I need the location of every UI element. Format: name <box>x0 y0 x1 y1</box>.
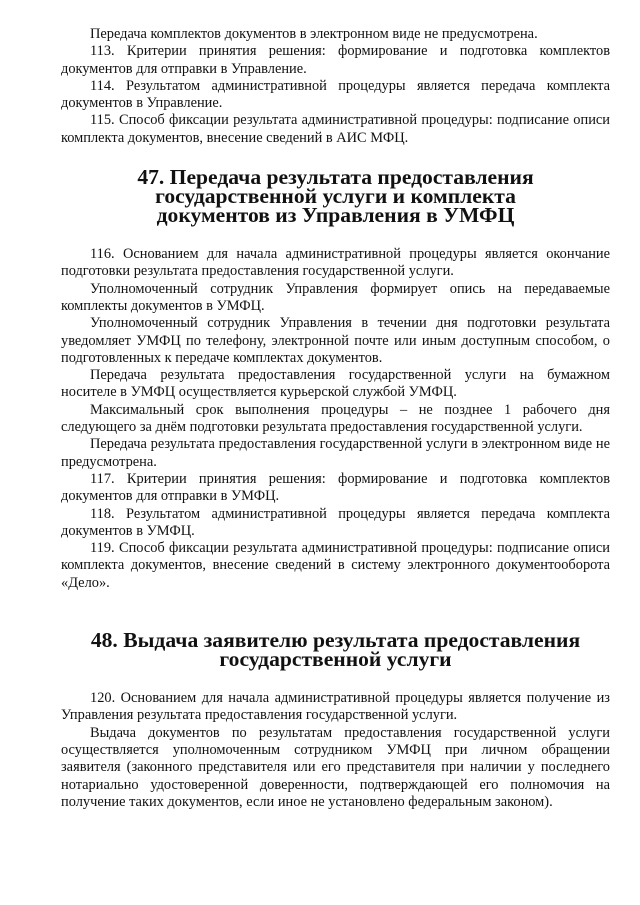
paragraph: 115. Способ фиксации результата административной процедуры: подписание описи комплекта документов, внесение сведений в АИС МФЦ. <box>61 112 610 146</box>
paragraph: Передача результата предоставления государственной услуги в электронном виде не предусмотрена. <box>61 436 610 470</box>
paragraph: 119. Способ фиксации результата административной процедуры: подписание описи комплекта документов, внесение сведений в систему электронного документооборота «Дело». <box>61 540 610 591</box>
section-48-title-line2: государственной услуги <box>219 647 452 672</box>
paragraph: Передача комплектов документов в электронном виде не предусмотрена. <box>90 26 538 42</box>
paragraph: Уполномоченный сотрудник Управления формирует опись на передаваемые комплекты документов в УМФЦ. <box>61 280 610 314</box>
document-page <box>61 26 610 811</box>
paragraph: 117. Критерии принятия решения: формирование и подготовка комплектов документов для отправки в УМФЦ. <box>61 470 610 505</box>
paragraph: 116. Основанием для начала административной процедуры является окончание подготовки результата предоставления государственной услуги. <box>61 246 610 280</box>
paragraph: Уполномоченный сотрудник Управления в течении дня подготовки результата уведомляет УМФЦ по телефону, электронной почте или иным доступным способом, о подготовленных к передаче комплектах документов. <box>61 315 610 366</box>
section-47-title-line2: документов из Управления в УМФЦ <box>156 203 515 228</box>
section-47-heading <box>61 165 610 228</box>
paragraph: Максимальный срок выполнения процедуры – не позднее 1 рабочего дня следующего за днём подготовки результата предоставления государственной услуги. <box>61 401 610 436</box>
paragraph: Передача результата предоставления государственной услуги на бумажном носителе в УМФЦ осуществляется курьерской службой УМФЦ. <box>61 367 610 401</box>
paragraph: 118. Результатом административной процедуры является передача комплекта документов в УМФЦ. <box>61 505 610 539</box>
section-48-heading <box>61 628 610 672</box>
section-48-title-line1: 48. Выдача заявителю результата предоставления <box>90 628 581 653</box>
section-47-title-line1: 47. Передача результата предоставления государственной услуги и комплекта <box>137 165 534 209</box>
paragraph: 113. Критерии принятия решения: формирование и подготовка комплектов документов для отправки в Управление. <box>61 43 610 77</box>
paragraph: Выдача документов по результатам предоставления государственной услуги осуществляется уполномоченным сотрудником УМФЦ при личном обращении заявителя (законного представителя или его представителя при наличии у последнего нотариально удостоверенной доверенности, подтверждающей его полномочия на получение таких документов, если иное не установлено федеральным законом). <box>61 724 610 810</box>
paragraph: 114. Результатом административной процедуры является передача комплекта документов в Управление. <box>61 77 610 112</box>
paragraph: 120. Основанием для начала административной процедуры является получение из Управления результата предоставления государственной услуги. <box>61 690 610 724</box>
